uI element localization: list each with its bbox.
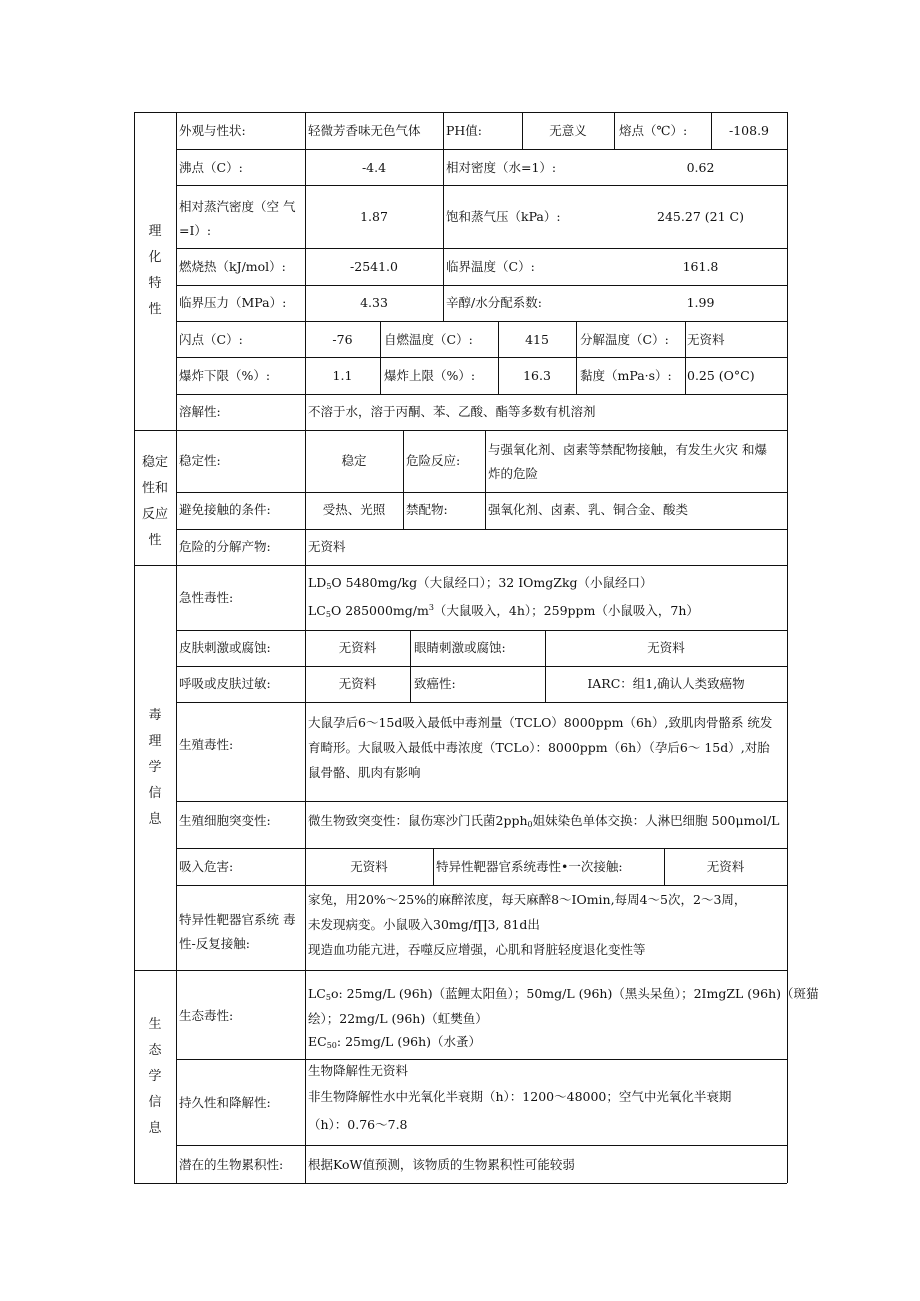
aspiration-hazard-value: 无资料 <box>350 859 388 874</box>
upper-explosive-limit-label: 爆炸上限（%）: <box>384 368 476 383</box>
ph-label: PH值: <box>446 123 483 138</box>
vapor-density-label-line2: =I）: <box>179 223 212 238</box>
section-label-toxicology: 毒 理 学 信 息 <box>148 708 162 827</box>
reproductive-toxicity-line1: 大鼠孕后6～15d吸入最低中毒剂量（TCLO）8000ppm（6h）,致肌肉骨骼系 统发 <box>308 715 773 730</box>
conditions-to-avoid-value: 受热、光照 <box>322 502 386 517</box>
hazardous-reaction-label: 危险反应: <box>406 453 461 468</box>
persistence-line2: 非生物降解性水中光氧化半衰期（h）：1200～48000；空气中光氧化半衰期 <box>308 1089 732 1104</box>
sensitization-label: 呼吸或皮肤过敏: <box>179 676 271 691</box>
incompatible-materials-label: 禁配物: <box>406 502 448 517</box>
stot-repeated-label-line2: 性-反复接触: <box>179 936 250 951</box>
stot-repeated-line1: 家兔，用20%～25%的麻醉浓度，每天麻醉8～IOmin,每周4～5次，2～3周， <box>308 892 747 907</box>
critical-pressure-label: 临界压力（MPa）: <box>179 295 287 310</box>
boiling-point-label: 沸点（C）: <box>179 160 243 175</box>
reproductive-toxicity-line3: 鼠骨骼、肌肉有影响 <box>308 765 421 780</box>
conditions-to-avoid-label: 避免接触的条件: <box>179 502 271 517</box>
boiling-point-value: -4.4 <box>361 160 387 175</box>
partition-coefficient-value: 1.99 <box>686 295 715 310</box>
carcinogenicity-value: IARC：组1,确认人类致癌物 <box>587 676 745 691</box>
sensitization-value: 无资料 <box>338 676 377 691</box>
bioaccumulation-value: 根据KoW值预测，该物质的生物累积性可能较弱 <box>308 1157 575 1172</box>
viscosity-value: 0.25 (O°C) <box>687 368 755 383</box>
acute-toxicity-label: 急性毒性: <box>179 590 234 605</box>
hazardous-reaction-value-line2: 炸的危险 <box>488 466 539 481</box>
stot-repeated-line2: 未发现病变。小鼠吸入30mg/f∏3, 81d出 <box>308 917 540 932</box>
relative-density-value: 0.62 <box>686 160 715 175</box>
decomposition-products-label: 危险的分解产物: <box>179 539 271 554</box>
stot-repeated-label-line1: 特异性靶器官系统 毒 <box>179 912 296 927</box>
melting-point-value: -108.9 <box>728 123 769 138</box>
lower-explosive-limit-label: 爆炸下限（%）: <box>179 368 271 383</box>
stot-single-value: 无资料 <box>706 859 745 874</box>
heat-of-combustion-label: 燃烧热（kJ/mol）: <box>179 259 286 274</box>
decomposition-products-value: 无资料 <box>308 539 346 554</box>
appearance-label: 外观与性状: <box>179 123 246 138</box>
aspiration-hazard-label: 吸入危害: <box>179 859 234 874</box>
persistence-label: 持久性和降解性: <box>179 1095 271 1110</box>
skin-corrosion-value: 无资料 <box>338 640 377 655</box>
solubility-label: 溶解性: <box>179 404 221 419</box>
vapor-density-label-line1: 相对蒸汽密度（空 气 <box>179 199 296 214</box>
vapor-density-value: 1.87 <box>360 209 388 224</box>
ecotoxicity-line2: 绘）；22mg/L (96h)（虹樊鱼） <box>308 1011 488 1026</box>
germ-cell-mutagenicity-label: 生殖细胞突变性: <box>179 813 271 828</box>
acute-toxicity-ld50: $LD_5O$ 5480mg/kg（大鼠经口）；32 IOmgZkg（小鼠经口） <box>308 575 653 591</box>
incompatible-materials-value: 强氧化剂、卤素、乳、铜合金、酸类 <box>488 502 689 517</box>
section-label-stability: 稳定 性和 反应 性 <box>141 455 168 548</box>
flash-point-value: -76 <box>332 332 353 347</box>
section-label-physchem: 理 化 特 性 <box>148 224 162 317</box>
relative-density-label: 相对密度（水=1）: <box>446 160 557 175</box>
upper-explosive-limit-value: 16.3 <box>523 368 551 383</box>
critical-pressure-value: 4.33 <box>360 295 388 310</box>
hazardous-reaction-value-line1: 与强氧化剂、卤素等禁配物接触，有发生火灾 和爆 <box>488 442 767 457</box>
vapor-pressure-value: 245.27 (21 C) <box>657 209 744 224</box>
section-label-ecology: 生 态 学 信 息 <box>148 1017 162 1136</box>
eye-irritation-value: 无资料 <box>647 640 685 655</box>
critical-temperature-label: 临界温度（C）: <box>446 259 535 274</box>
autoignition-label: 自燃温度（C）: <box>384 332 473 347</box>
persistence-line3: （h）：0.76～7.8 <box>308 1117 408 1132</box>
ph-value: 无意义 <box>549 123 587 138</box>
vapor-pressure-label: 饱和蒸气压（kPa）: <box>446 209 561 224</box>
partition-coefficient-label: 辛醇/水分配系数: <box>446 295 542 310</box>
reproductive-toxicity-line2: 育畸形。大鼠吸入最低中毒浓度（TCLo）：8000ppm（6h）（孕后6～ 15d）,对胎 <box>308 740 770 755</box>
stot-single-label: 特异性靶器官系统毒性•一次接触: <box>436 859 623 874</box>
melting-point-label: 熔点（℃）: <box>619 123 688 138</box>
bioaccumulation-label: 潜在的生物累积性: <box>179 1157 284 1172</box>
critical-temperature-value: 161.8 <box>682 259 719 274</box>
appearance-value: 轻微芳香味无色气体 <box>308 123 421 138</box>
carcinogenicity-label: 致癌性: <box>414 676 456 691</box>
ecotoxicity-line1: $LC_5o$: 25mg/L (96h)（蓝鲤太阳鱼）；50mg/L (96h)（黑头呆鱼）；2ImgZL (96h)（斑猫 <box>308 986 819 1002</box>
germ-cell-mutagenicity-value: 微生物致突变性：鼠伤寒沙门氏菌2pph$_0$姐妹染色单体交换：人淋巴细胞 500μmol/L <box>308 813 780 829</box>
ecotoxicity-line3: $EC_{50}$: 25mg/L (96h)（水蚤） <box>308 1034 482 1050</box>
heat-of-combustion-value: -2541.0 <box>350 259 398 274</box>
eye-irritation-label: 眼睛刺激或腐蚀: <box>414 640 506 655</box>
autoignition-value: 415 <box>525 332 549 347</box>
solubility-value: 不溶于水，溶于丙酮、苯、乙酸、酯等多数有机溶剂 <box>308 404 596 419</box>
lower-explosive-limit-value: 1.1 <box>332 368 353 383</box>
persistence-line1: 生物降解性无资料 <box>308 1063 409 1078</box>
decomposition-temp-value: 无资料 <box>687 332 725 347</box>
reproductive-toxicity-label: 生殖毒性: <box>179 737 234 752</box>
stot-repeated-line3: 现造血功能亢进，吞噬反应增强，心肌和肾脏轻度退化变性等 <box>308 942 646 957</box>
flash-point-label: 闪点（C）: <box>179 332 243 347</box>
viscosity-label: 黏度（mPa·s）: <box>580 368 672 383</box>
acute-toxicity-lc50: $LC_5O$ $285000mg/m^3$（大鼠吸入，4h）；259ppm（小鼠吸入，7h） <box>308 603 699 619</box>
decomposition-temp-label: 分解温度（C）: <box>580 332 669 347</box>
ecotoxicity-label: 生态毒性: <box>179 1008 234 1023</box>
stability-value: 稳定 <box>341 453 367 468</box>
skin-corrosion-label: 皮肤刺激或腐蚀: <box>179 640 271 655</box>
stability-label: 稳定性: <box>179 453 221 468</box>
